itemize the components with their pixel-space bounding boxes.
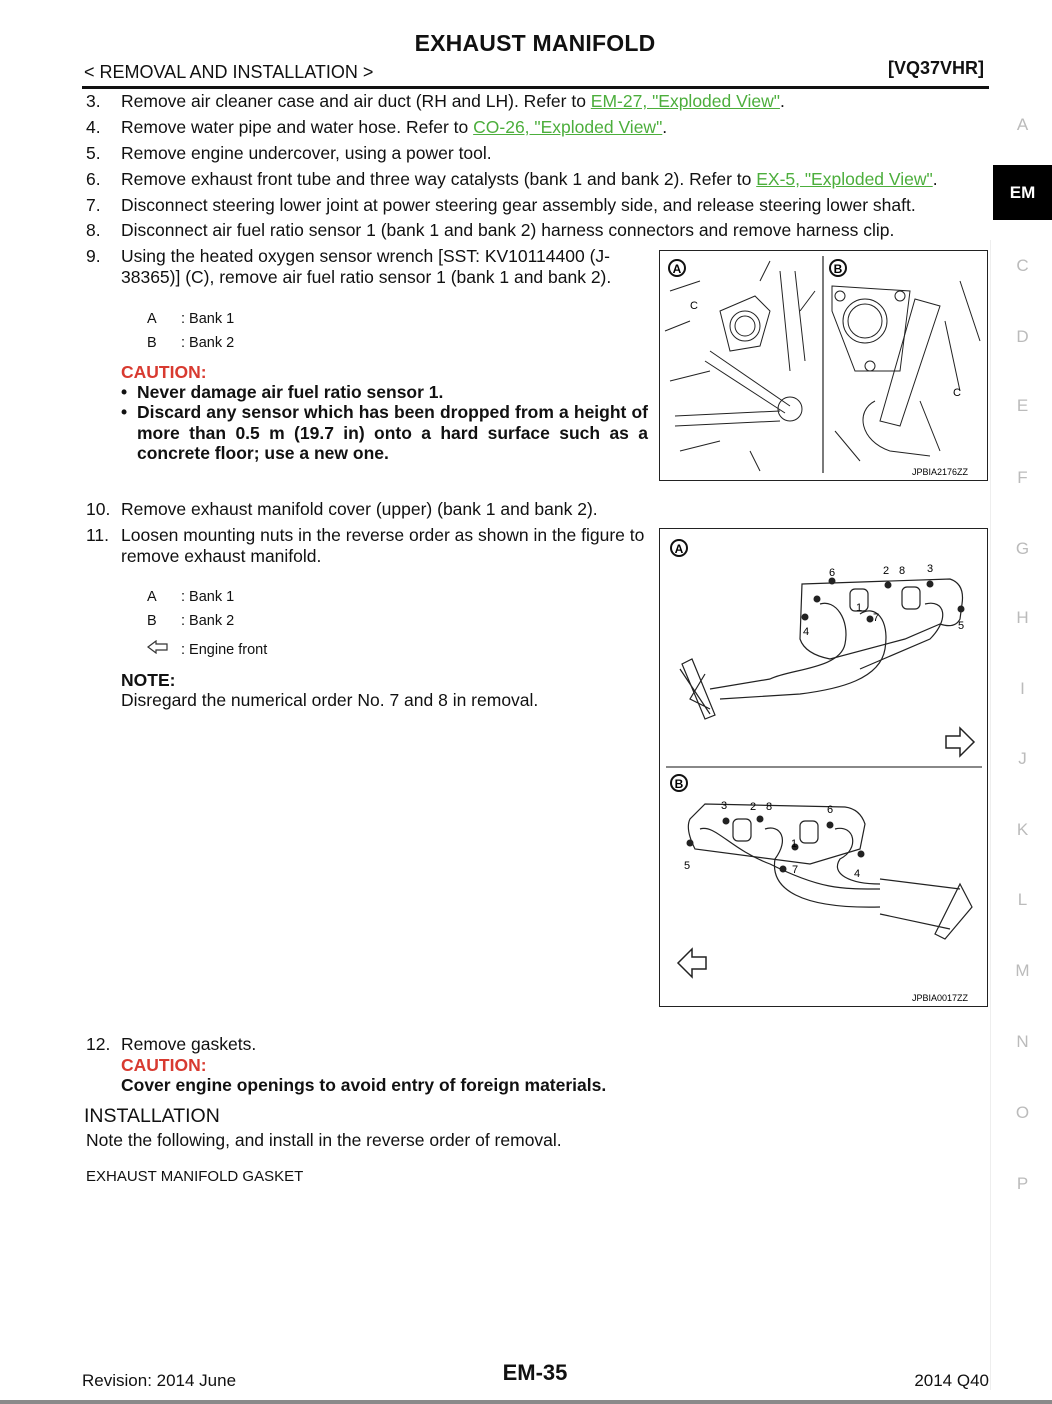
svg-text:8: 8 xyxy=(898,565,906,577)
step-3: 3. Remove air cleaner case and air duct (RH and LH). Refer to EM-27, "Exploded View". xyxy=(86,91,785,111)
svg-text:6: 6 xyxy=(826,804,834,816)
svg-text:JPBIA2176ZZ: JPBIA2176ZZ xyxy=(911,467,968,477)
installation-text: Note the following, and install in the reverse order of removal. xyxy=(86,1130,562,1150)
sidebar-tab-f[interactable]: F xyxy=(1017,468,1028,487)
step-9: 9. Using the heated oxygen sensor wrench [SST: KV10114400 (J-38365)] (C), remove air fuel ratio sensor 1 (bank 1 and bank 2). xyxy=(86,246,612,287)
engine-code: [VQ37VHR] xyxy=(887,58,984,78)
svg-text:4: 4 xyxy=(802,626,810,638)
svg-text:5: 5 xyxy=(683,860,691,872)
sidebar-tab-l[interactable]: L xyxy=(1017,890,1028,909)
svg-text:4: 4 xyxy=(853,868,861,880)
svg-text:3: 3 xyxy=(926,563,934,575)
figure-manifold-nut-order xyxy=(659,528,988,1007)
arrow-left-outline-icon xyxy=(678,949,706,977)
header-rule xyxy=(82,86,989,89)
sidebar-tab-d[interactable]: D xyxy=(1016,327,1029,346)
step-7: 7. Disconnect steering lower joint at power steering gear assembly side, and release steering lower shaft. xyxy=(86,195,916,215)
svg-text:C: C xyxy=(953,387,961,399)
sidebar-tab-m[interactable]: M xyxy=(1015,961,1030,980)
arrow-right-outline-icon xyxy=(946,728,974,756)
sensor-wrench-illustration xyxy=(660,251,986,479)
svg-text:8: 8 xyxy=(765,801,773,813)
legend-row: B : Bank 2 xyxy=(147,613,235,629)
sidebar-tab-p[interactable]: P xyxy=(1016,1174,1029,1193)
page-number: EM-35 xyxy=(502,1360,568,1385)
step-4: 4. Remove water pipe and water hose. Refer to CO-26, "Exploded View". xyxy=(86,117,668,137)
svg-text:6: 6 xyxy=(828,567,836,579)
svg-text:7: 7 xyxy=(872,612,880,624)
caution-label: CAUTION: xyxy=(121,1055,207,1075)
sidebar-tab-k[interactable]: K xyxy=(1016,820,1029,839)
page-title: EXHAUST MANIFOLD xyxy=(414,30,656,56)
legend-row: A : Bank 1 xyxy=(147,589,235,605)
sidebar-tab-j[interactable]: J xyxy=(1018,749,1027,768)
sidebar-tab-h[interactable]: H xyxy=(1016,608,1029,627)
link-co-26[interactable]: CO-26, "Exploded View" xyxy=(473,117,663,137)
installation-subheading: EXHAUST MANIFOLD GASKET xyxy=(86,1168,304,1185)
legend-row: : Engine front xyxy=(147,640,267,658)
sidebar-tab-i[interactable]: I xyxy=(1020,679,1025,698)
svg-text:1: 1 xyxy=(855,602,863,614)
revision-date: Revision: 2014 June xyxy=(82,1371,237,1390)
svg-text:3: 3 xyxy=(720,800,728,812)
step-11: 11. Loosen mounting nuts in the reverse order as shown in the figure to remove exhaust manifold. xyxy=(86,525,645,566)
legend-row: A : Bank 1 xyxy=(147,311,235,327)
link-ex-5[interactable]: EX-5, "Exploded View" xyxy=(756,169,933,189)
caution-bullet: • Never damage air fuel ratio sensor 1. xyxy=(121,382,444,402)
manifold-illustration xyxy=(660,529,986,1005)
step-12: 12. Remove gaskets. xyxy=(86,1034,257,1054)
sidebar-tab-g[interactable]: G xyxy=(1015,539,1030,558)
svg-text:B: B xyxy=(833,262,843,276)
svg-text:1: 1 xyxy=(790,838,798,850)
sidebar-tab-n[interactable]: N xyxy=(1016,1032,1029,1051)
sidebar-tab-o[interactable]: O xyxy=(1015,1103,1030,1122)
note-text: Disregard the numerical order No. 7 and 8 in removal. xyxy=(121,690,539,710)
sidebar-tab-e[interactable]: E xyxy=(1016,396,1029,415)
legend-row: B : Bank 2 xyxy=(147,335,235,351)
arrow-left-outline-icon xyxy=(147,640,181,658)
svg-text:A: A xyxy=(672,262,682,276)
svg-text:C: C xyxy=(690,300,698,312)
section-heading: < REMOVAL AND INSTALLATION > xyxy=(84,62,374,82)
note-label: NOTE: xyxy=(121,670,176,690)
svg-text:B: B xyxy=(674,777,684,791)
installation-heading: INSTALLATION xyxy=(84,1105,220,1127)
svg-text:A: A xyxy=(674,542,684,556)
model-label: 2014 Q40 xyxy=(914,1371,989,1390)
sidebar-tab-c[interactable]: C xyxy=(1016,256,1029,275)
svg-text:7: 7 xyxy=(791,864,799,876)
page-bottom-border xyxy=(0,1400,1052,1404)
sidebar-divider xyxy=(990,240,991,1390)
caution-label: CAUTION: xyxy=(121,362,207,382)
svg-text:2: 2 xyxy=(882,565,890,577)
sidebar-tab-em-active[interactable]: EM xyxy=(993,165,1052,220)
step-6: 6. Remove exhaust front tube and three way catalysts (bank 1 and bank 2). Refer to EX-5, "Exploded View". xyxy=(86,169,938,189)
step-8: 8. Disconnect air fuel ratio sensor 1 (bank 1 and bank 2) harness connectors and remove harness clip. xyxy=(86,220,895,240)
step-5: 5. Remove engine undercover, using a power tool. xyxy=(86,143,492,163)
svg-text:JPBIA0017ZZ: JPBIA0017ZZ xyxy=(911,993,968,1003)
svg-text:2: 2 xyxy=(749,801,757,813)
caution-text: Cover engine openings to avoid entry of foreign materials. xyxy=(121,1075,607,1095)
figure-sensor-removal xyxy=(659,250,988,481)
link-em-27[interactable]: EM-27, "Exploded View" xyxy=(590,91,780,111)
caution-bullet: • Discard any sensor which has been dropped from a height of more than 0.5 m (19.7 in) onto a hard surface such as a concrete floor; use a new one. xyxy=(121,402,648,463)
step-10: 10. Remove exhaust manifold cover (upper) (bank 1 and bank 2). xyxy=(86,499,598,519)
svg-text:5: 5 xyxy=(957,620,965,632)
sidebar-tab-a[interactable]: A xyxy=(1016,115,1029,134)
